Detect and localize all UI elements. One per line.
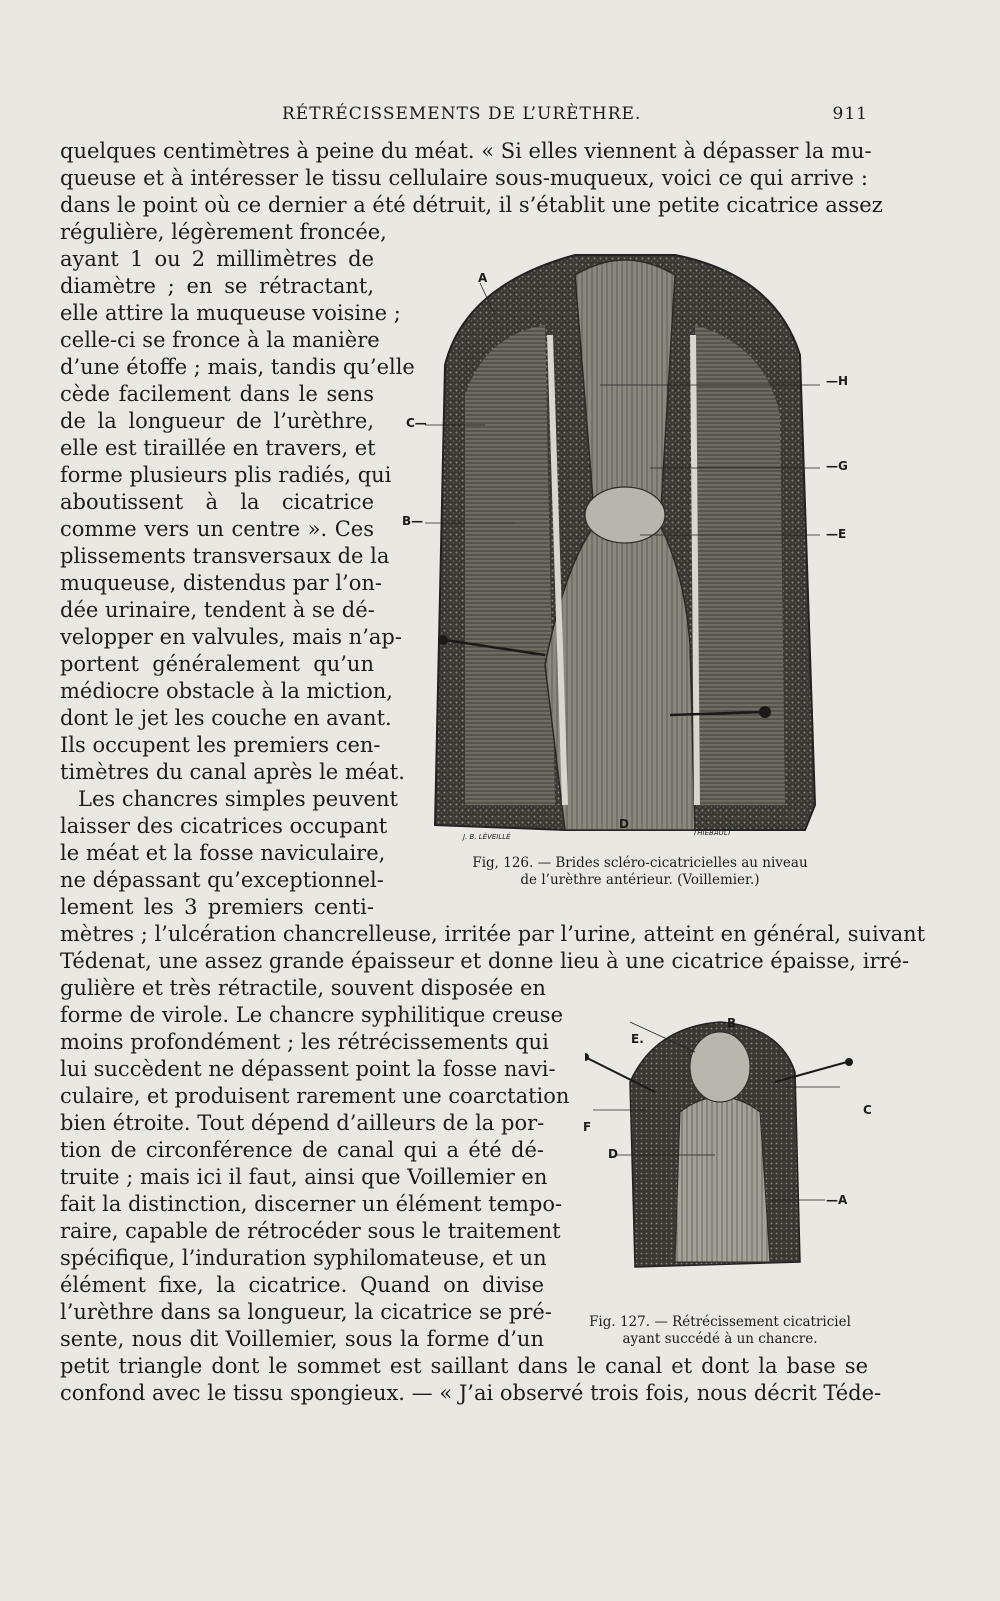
text-line: Tédenat, une assez grande épaisseur et donne lieu à une cicatrice épaisse, irré-: [60, 949, 910, 973]
figure-127-label-e: E.: [631, 1032, 644, 1046]
text-line: gulière et très rétractile, souvent disposée en: [60, 976, 546, 1000]
text-line: tion de circonférence de canal qui a été dé-: [60, 1138, 544, 1162]
figure-127-caption-line: Fig. 127. — Rétrécissement cicatriciel: [589, 1314, 851, 1330]
text-line: lement les 3 premiers centi-: [60, 895, 374, 919]
text-line: laisser des cicatrices occupant: [60, 814, 388, 838]
figure-126-engraver-credit: J. B. LÉVEILLÉ: [463, 833, 511, 841]
figure-126-artist-credit: THIÉBAULT: [693, 829, 732, 837]
figure-126-label-d: D: [619, 817, 629, 831]
text-line: bien étroite. Tout dépend d’ailleurs de la por-: [60, 1111, 545, 1135]
text-line: aboutissent à la cicatrice: [60, 490, 374, 514]
text-line: timètres du canal après le méat.: [60, 760, 405, 784]
figure-127-label-b: B: [727, 1016, 737, 1030]
text-line: sente, nous dit Voillemier, sous la forme d’un: [60, 1327, 544, 1351]
text-line: diamètre ; en se rétractant,: [60, 274, 374, 298]
text-line: forme de virole. Le chancre syphilitique creuse: [60, 1003, 563, 1027]
text-line: cède facilement dans le sens: [60, 382, 374, 406]
text-line: culaire, et produisent rarement une coarctation: [60, 1084, 570, 1108]
text-line: queuse et à intéresser le tissu cellulaire sous-muqueux, voici ce qui arrive :: [60, 166, 868, 190]
figure-126-label-h: —H: [826, 374, 849, 388]
figure-127-caption: [570, 1314, 870, 1348]
figure-126-caption: [440, 855, 840, 889]
text-line: forme plusieurs plis radiés, qui: [60, 463, 392, 487]
text-line: petit triangle dont le sommet est saillant dans le canal et dont la base se: [60, 1354, 868, 1378]
text-line: moins profondément ; les rétrécissements qui: [60, 1030, 549, 1054]
text-line: comme vers un centre ». Ces: [60, 517, 374, 541]
figure-126-label-a: A: [478, 271, 488, 285]
figure-126-label-e: —E: [826, 527, 847, 541]
text-line: ne dépassant qu’exceptionnel-: [60, 868, 384, 892]
text-line: le méat et la fosse naviculaire,: [60, 841, 386, 865]
text-line: fait la distinction, discerner un élément tempo-: [60, 1192, 563, 1216]
text-line: spécifique, l’induration syphilomateuse, et un: [60, 1246, 547, 1270]
text-line: médiocre obstacle à la miction,: [60, 679, 393, 703]
text-line: de la longueur de l’urèthre,: [60, 409, 374, 433]
text-line: raire, capable de rétrocéder sous le traitement: [60, 1219, 561, 1243]
text-line: lui succèdent ne dépassent point la fosse navi-: [60, 1057, 556, 1081]
figure-126-illustration: [425, 245, 825, 850]
text-line: d’une étoffe ; mais, tandis qu’elle: [60, 355, 415, 379]
text-line: dée urinaire, tendent à se dé-: [60, 598, 375, 622]
text-line: Ils occupent les premiers cen-: [60, 733, 381, 757]
figure-127-label-f: F: [583, 1120, 592, 1134]
figure-126-caption-line: de l’urèthre antérieur. (Voillemier.): [520, 872, 760, 888]
figure-126-caption-line: Fig, 126. — Brides scléro-cicatricielles au niveau: [472, 855, 808, 871]
page-number: 911: [832, 104, 868, 124]
text-line: régulière, légèrement froncée,: [60, 220, 387, 244]
text-line: mètres ; l’ulcération chancrelleuse, irritée par l’urine, atteint en général, suivant: [60, 922, 926, 946]
text-line: ayant 1 ou 2 millimètres de: [60, 247, 374, 271]
figure-127-illustration: [585, 1012, 860, 1272]
text-line: dont le jet les couche en avant.: [60, 706, 392, 730]
running-head-title: RÉTRÉCISSEMENTS DE L’URÈTHRE.: [282, 104, 642, 124]
figure-126-label-c: C—: [406, 416, 427, 430]
text-line: quelques centimètres à peine du méat. « Si elles viennent à dépasser la mu-: [60, 139, 872, 163]
figure-127-label-a: —A: [826, 1193, 848, 1207]
text-line: elle est tiraillée en travers, et: [60, 436, 376, 460]
text-line: truite ; mais ici il faut, ainsi que Voillemier en: [60, 1165, 548, 1189]
text-line: celle-ci se fronce à la manière: [60, 328, 380, 352]
figure-127-label-c: C: [863, 1103, 872, 1117]
text-line: élément fixe, la cicatrice. Quand on divise: [60, 1273, 544, 1297]
figure-126-label-g: —G: [826, 459, 848, 473]
figure-126-label-b: B—: [402, 514, 424, 528]
text-line: portent généralement qu’un: [60, 652, 374, 676]
figure-127-label-d: D: [608, 1147, 618, 1161]
text-line: plissements transversaux de la: [60, 544, 390, 568]
text-line: l’urèthre dans sa longueur, la cicatrice se pré-: [60, 1300, 552, 1324]
text-line: muqueuse, distendus par l’on-: [60, 571, 382, 595]
text-line: elle attire la muqueuse voisine ;: [60, 301, 401, 325]
text-line: Les chancres simples peuvent: [78, 787, 398, 811]
text-line: confond avec le tissu spongieux. — « J’ai observé trois fois, nous décrit Téde-: [60, 1381, 882, 1405]
text-line: dans le point où ce dernier a été détruit, il s’établit une petite cicatrice assez: [60, 193, 883, 217]
text-line: velopper en valvules, mais n’ap-: [60, 625, 402, 649]
figure-127-caption-line: ayant succédé à un chancre.: [622, 1331, 818, 1347]
